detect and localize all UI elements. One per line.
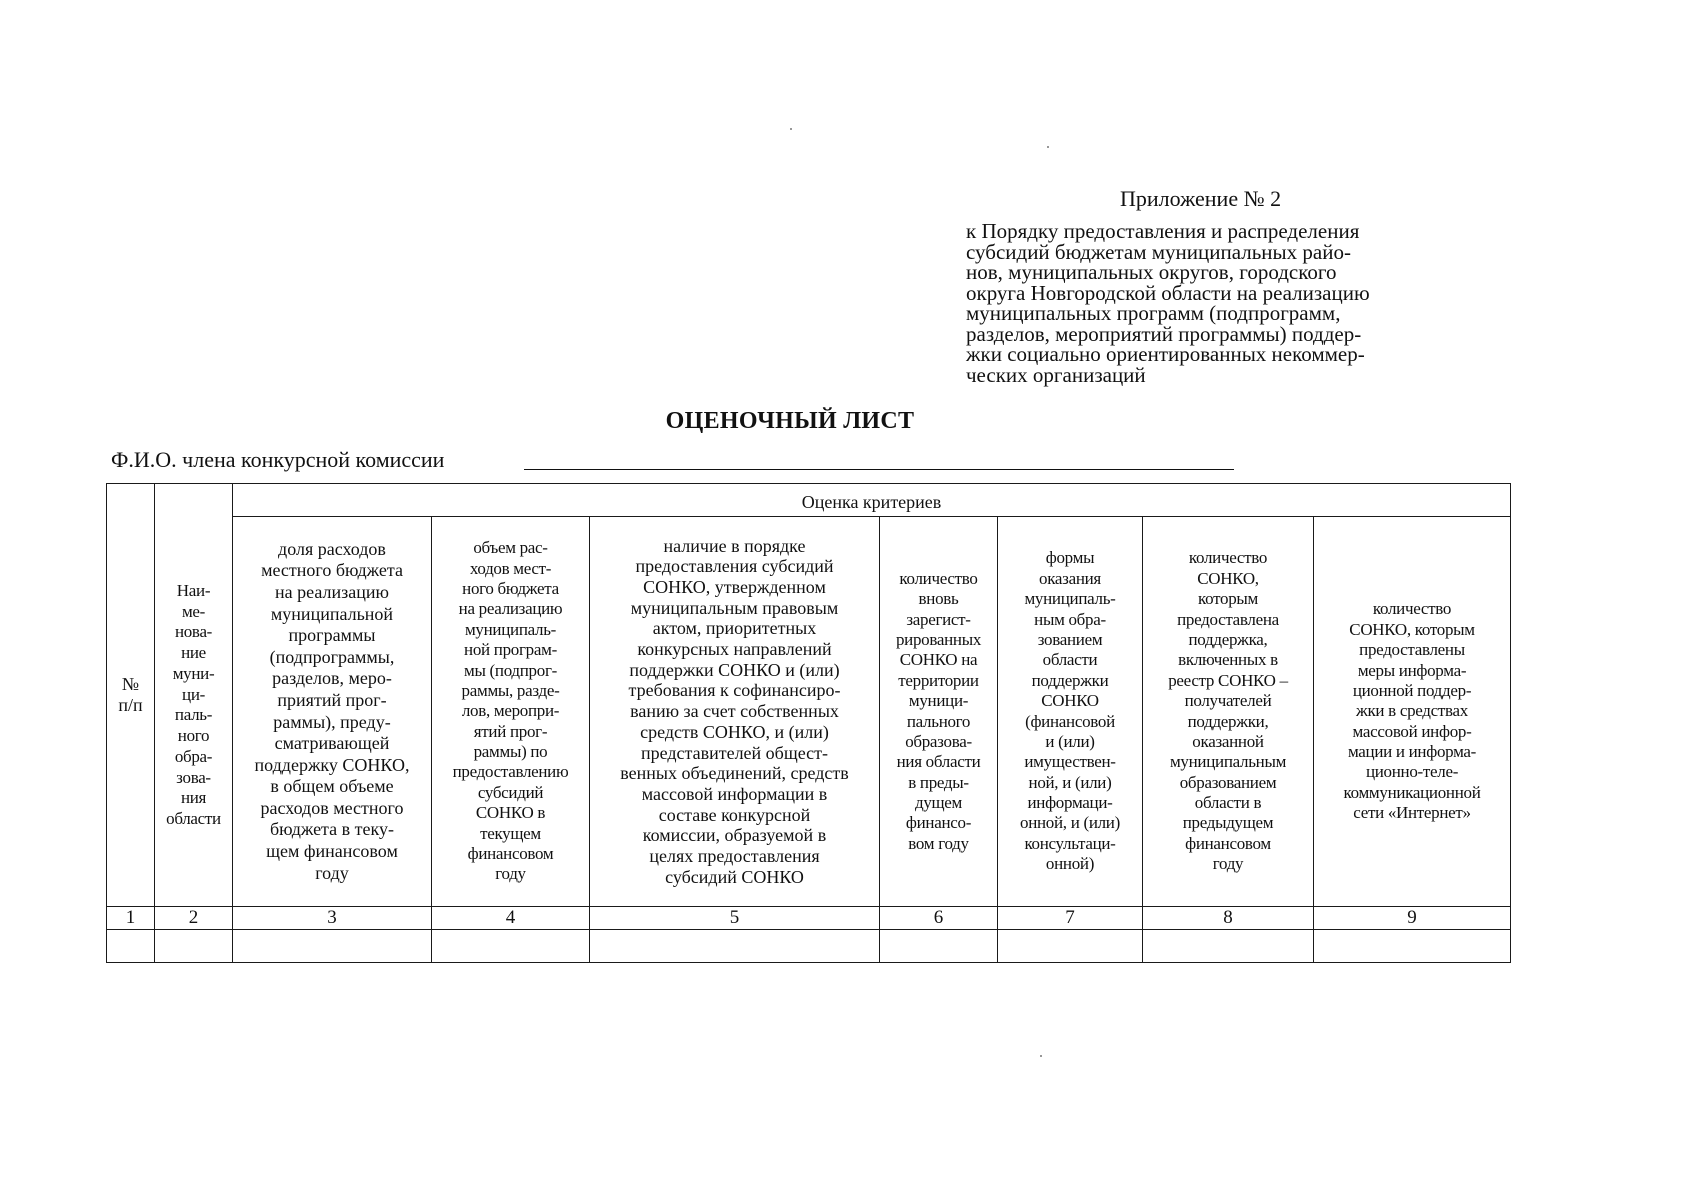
empty-cell[interactable] — [1143, 930, 1314, 963]
criterion-text: формы оказания муниципаль- ным обра- зованием области поддержки СОНКО (финансовой и (или) имуществен- ной, и (или) информаци- онной, и (или) консультаци- онной) — [1020, 548, 1120, 874]
criteria-group-header — [233, 484, 1511, 517]
appendix-line: нов, муниципальных округов, городского — [966, 260, 1337, 285]
criterion-header-7 — [998, 517, 1143, 907]
empty-cell[interactable] — [107, 930, 155, 963]
criterion-header-6 — [880, 517, 998, 907]
column-number: 4 — [432, 907, 590, 930]
column-number: 5 — [590, 907, 880, 930]
appendix-line: округа Новгородской области на реализацию — [966, 280, 1370, 305]
appendix-title: Приложение № 2 — [1120, 186, 1282, 211]
column-number: 8 — [1143, 907, 1314, 930]
header-municipality-text: Наи- ме- нова- ние муни- ци- паль- ного обра- зова- ния области — [166, 580, 221, 829]
column-number-row — [107, 907, 1511, 930]
document-title: ОЦЕНОЧНЫЙ ЛИСТ — [665, 408, 915, 434]
criterion-text: наличие в порядке предоставления субсидий СОНКО, утвержденном муниципальным правовым актом, приоритетных конкурсных направлений поддержки СОНКО и (или) требования к софинансиро- ванию за счет собственных средств СОНКО, и (или) представителей общест- венных объединений, средств массовой информации в составе конкурсной комиссии, образуемой в целях предоставления субсидий СОНКО — [620, 535, 849, 887]
column-number: 2 — [155, 907, 233, 930]
fio-blank-line — [524, 469, 1234, 470]
appendix-line: субсидий бюджетам муниципальных райо- — [966, 239, 1351, 264]
empty-cell[interactable] — [998, 930, 1143, 963]
empty-cell[interactable] — [880, 930, 998, 963]
header-municipality-cell — [155, 484, 233, 907]
header-number-cell — [107, 484, 155, 907]
criteria-group-text: Оценка критериев — [801, 492, 942, 513]
criterion-header-4 — [432, 517, 590, 907]
appendix-line: ческих организаций — [966, 363, 1146, 388]
column-number: 7 — [998, 907, 1143, 930]
header-number-text: № п/п — [118, 674, 143, 715]
empty-cell[interactable] — [155, 930, 233, 963]
column-number: 1 — [107, 907, 155, 930]
criterion-text: количество вновь зарегист- рированных СОНКО на территории муници- пального образова- ния области в преды- дущем финансо- вом году — [895, 568, 982, 853]
appendix-line: муниципальных программ (подпрограмм, — [966, 301, 1341, 326]
empty-cell[interactable] — [590, 930, 880, 963]
fio-label: Ф.И.О. члена конкурсной комиссии — [111, 447, 445, 472]
evaluation-table — [106, 483, 1511, 963]
column-number: 9 — [1314, 907, 1511, 930]
appendix-line: разделов, мероприятий программы) поддер- — [966, 321, 1362, 346]
criterion-text: доля расходов местного бюджета на реализацию муниципальной программы (подпрограммы, разделов, меро- приятий прог- раммы), преду- сматривающей поддержку СОНКО, в общем объеме расходов местного бюджета в теку- щем финансовом году — [254, 538, 410, 883]
header-row-criteria — [107, 517, 1511, 907]
appendix-line: к Порядку предоставления и распределения — [966, 219, 1360, 243]
scan-speck — [1040, 1055, 1042, 1057]
column-number: 3 — [233, 907, 432, 930]
criterion-header-5 — [590, 517, 880, 907]
scan-speck — [1047, 146, 1049, 148]
criterion-header-3 — [233, 517, 432, 907]
appendix-line: жки социально ориентированных некоммер- — [966, 342, 1365, 367]
header-row-group — [107, 484, 1511, 517]
empty-cell[interactable] — [1314, 930, 1511, 963]
table-row-empty — [107, 930, 1511, 963]
criterion-text: объем рас- ходов мест- ного бюджета на реализацию муниципаль- ной програм- мы (подпрог- раммы, разде- лов, меропри- ятий прог- раммы) по предоставлению субсидий СОНКО в текущем финансовом году — [452, 538, 569, 884]
scan-speck — [790, 128, 792, 130]
column-number: 6 — [880, 907, 998, 930]
criterion-header-9 — [1314, 517, 1511, 907]
appendix-description — [966, 221, 1466, 386]
criterion-text: количество СОНКО, которым предоставлена поддержка, включенных в реестр СОНКО – получателей поддержки, оказанной муниципальным образованием области в предыдущем финансовом году — [1168, 548, 1288, 874]
empty-cell[interactable] — [432, 930, 590, 963]
criterion-header-8 — [1143, 517, 1314, 907]
criterion-text: количество СОНКО, которым предоставлены меры информа- ционной поддер- жки в средствах массовой инфор- мации и информа- ционно-теле- коммуникационной сети «Интернет» — [1343, 599, 1481, 823]
empty-cell[interactable] — [233, 930, 432, 963]
